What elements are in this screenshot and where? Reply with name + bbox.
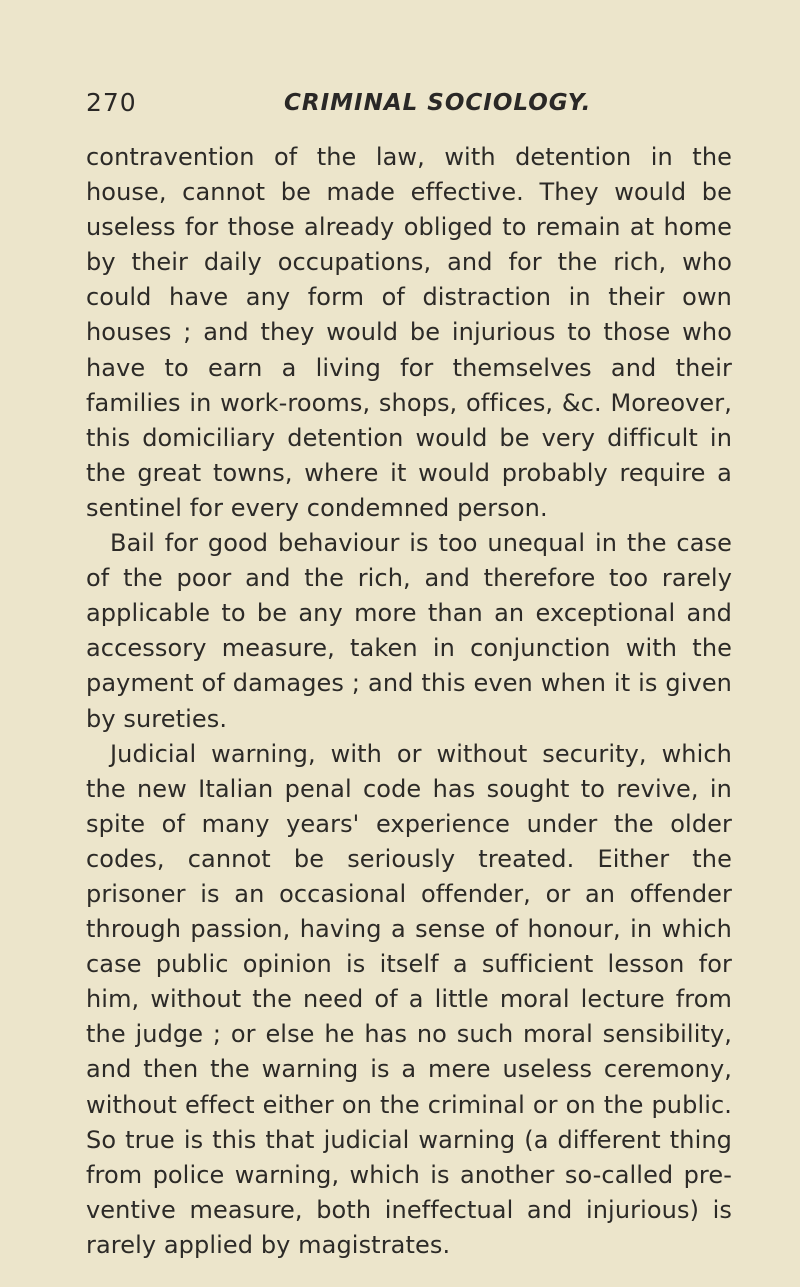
body-text	[86, 140, 732, 1263]
page-number: 270	[86, 88, 137, 117]
paragraph-judicial-warning: Judicial warning, with or without security, which the new Italian penal code has sought to revive, in spite of many years' experience under the older codes, cannot be seriously treated. Either the prisoner is an occasional offender, or an offender through passion, having a sense of honour, in which case public opinion is itself a sufficient lesson for him, without the need of a little moral lecture from the judge ; or else he has no such moral sensibility, and then the warning is a mere useless ceremony, without effect either on the criminal or on the public. So true is this that judicial warning (a different thing from police warning, which is another so-called pre-ventive measure, both ineffectual and injurious) is rarely applied by magistrates.	[86, 739, 732, 1259]
paragraph-continuation: contravention of the law, with detention in the house, cannot be made effective. They would be useless for those already obliged to remain at home by their daily occupations, and for the rich, who could have any form of distraction in their own houses ; and they would be injurious to those who have to earn a living for themselves and their families in work-rooms, shops, offices, &c. Moreover, this domiciliary detention would be very difficult in the great towns, where it would probably require a sentinel for every condemned person.	[86, 143, 732, 522]
running-title: CRIMINAL SOCIOLOGY.	[284, 90, 592, 116]
paragraph-bail: Bail for good behaviour is too unequal in the case of the poor and the rich, and therefore too rarely applicable to be any more than an exceptional and accessory measure, taken in conjunction with the payment of damages ; and this even when it is given by sureties.	[86, 529, 732, 733]
running-head	[86, 88, 732, 122]
